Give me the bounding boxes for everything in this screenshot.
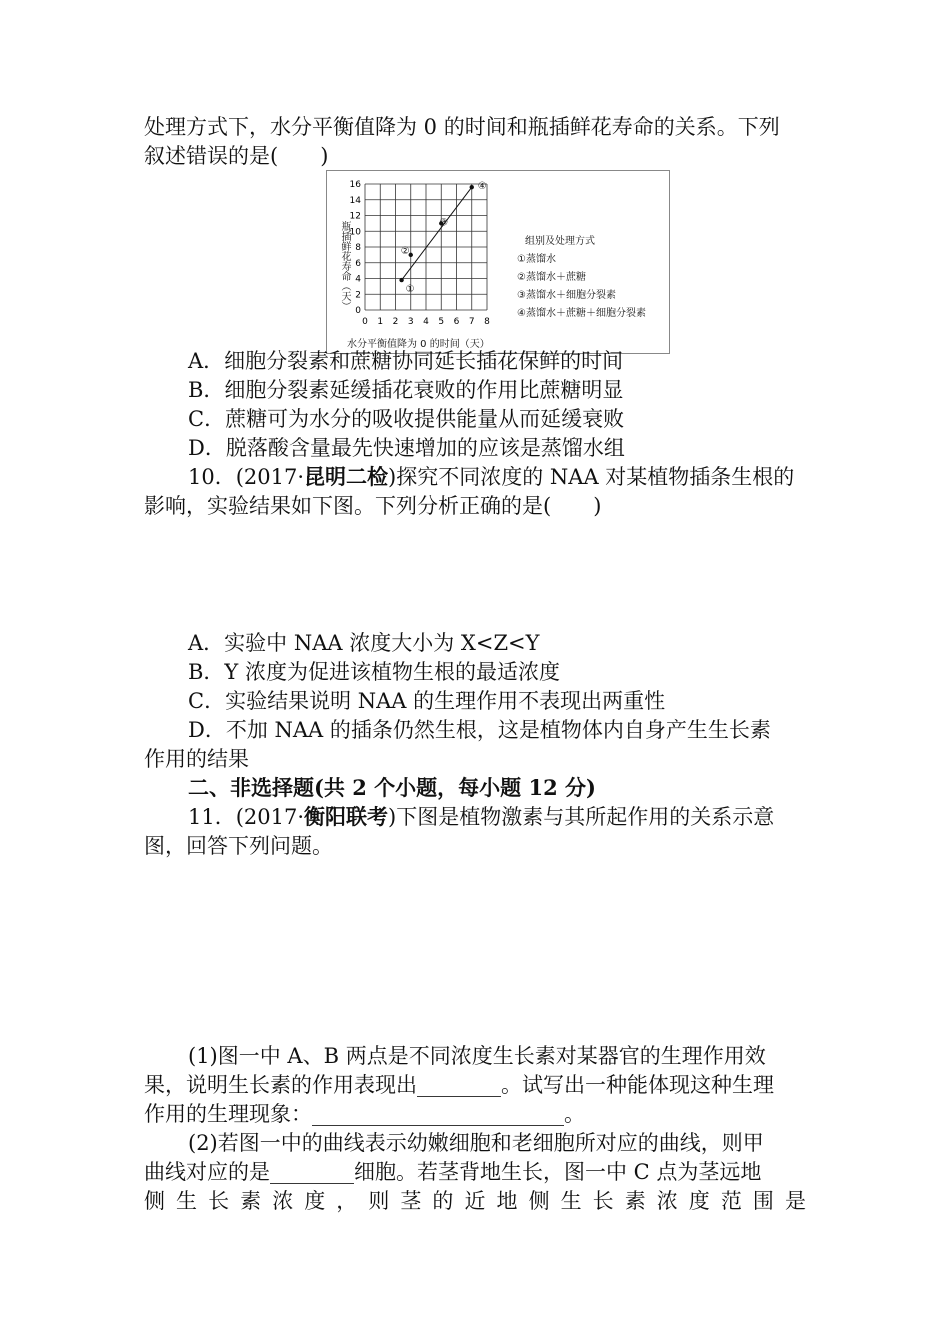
x-tick-label: 8	[484, 317, 490, 327]
scatter-chart	[326, 170, 670, 354]
text-line: 处理方式下，水分平衡值降为 0 的时间和瓶插鲜花寿命的关系。下列	[144, 115, 780, 139]
question-number: 11．(2017·	[188, 805, 305, 829]
x-tick-label: 1	[377, 317, 384, 327]
trend-line	[402, 187, 472, 280]
justified-char: 的	[432, 1189, 454, 1213]
justified-char: 侧	[144, 1189, 165, 1213]
option-b: B．Y 浓度为促进该植物生根的最适浓度	[188, 660, 560, 684]
question-9-stem: 叙述错误的是( )	[144, 144, 329, 168]
x-tick-label: 7	[468, 317, 475, 327]
y-tick-label: 4	[355, 274, 361, 285]
x-tick-label: 5	[438, 317, 445, 327]
chart-canvas	[327, 171, 669, 353]
question-10-stem-line2: 影响，实验结果如下图。下列分析正确的是( )	[144, 494, 602, 518]
justified-char: 素	[624, 1189, 646, 1213]
legend-item: ③蒸馏水＋细胞分裂素	[517, 290, 616, 301]
question-source: 昆明二检	[304, 464, 389, 489]
legend-item: ④蒸馏水＋蔗糖＋细胞分裂素	[517, 308, 646, 319]
y-tick-label: 12	[349, 211, 361, 222]
legend-item: ②蒸馏水＋蔗糖	[517, 272, 586, 283]
justified-char: 浓	[656, 1189, 678, 1213]
justified-char: 则	[368, 1189, 390, 1213]
justified-char: 长	[592, 1189, 614, 1213]
question-11-stem	[188, 804, 774, 830]
y-tick-label: 0	[355, 306, 361, 316]
option-d: D．脱落酸含量最先快速增加的应该是蒸馏水组	[188, 436, 625, 460]
part-1-text: 作用的生理现象：________________________。	[144, 1102, 585, 1126]
part-2-text: (2)若图一中的曲线表示幼嫩细胞和老细胞所对应的曲线，则甲	[188, 1131, 764, 1155]
legend-title: 组别及处理方式	[525, 236, 595, 247]
part-2-text-justified	[144, 1188, 806, 1214]
justified-char: ，	[336, 1189, 358, 1213]
option-c: C．蔗糖可为水分的吸收提供能量从而延缓衰败	[188, 407, 625, 431]
x-axis-label: 水分平衡值降为 0 的时间（天）	[347, 339, 490, 350]
part-1-text: 果，说明生长素的作用表现出________。试写出一种能体现这种生理	[144, 1073, 774, 1097]
option-c: C．实验结果说明 NAA 的生理作用不表现出两重性	[188, 689, 666, 713]
justified-char: 地	[496, 1189, 518, 1213]
justified-char: 侧	[528, 1189, 550, 1213]
option-a: A．细胞分裂素和蔗糖协同延长插花保鲜的时间	[188, 349, 624, 373]
justified-char: 茎	[400, 1189, 422, 1213]
justified-char: 近	[464, 1189, 486, 1213]
x-tick-label: 2	[392, 317, 399, 327]
y-tick-label: 14	[349, 195, 361, 206]
y-tick-label: 6	[355, 258, 361, 269]
point-label: ②	[400, 245, 410, 257]
justified-char: 围	[752, 1189, 774, 1213]
option-d-line2: 作用的结果	[144, 747, 249, 771]
y-tick-label: 8	[355, 243, 361, 253]
justified-char: 是	[784, 1189, 806, 1213]
y-tick-label: 2	[355, 290, 361, 301]
justified-char: 长	[208, 1189, 230, 1213]
justified-char: 生	[176, 1189, 198, 1213]
question-source: 衡阳联考	[304, 804, 389, 829]
justified-char: 范	[720, 1189, 742, 1213]
data-point	[470, 185, 474, 189]
option-b: B．细胞分裂素延缓插花衰败的作用比蔗糖明显	[188, 378, 624, 402]
question-text: )下图是植物激素与其所起作用的关系示意	[388, 805, 775, 829]
y-tick-label: 10	[349, 227, 361, 238]
point-label: ①	[405, 284, 415, 296]
legend-item: ①蒸馏水	[517, 254, 556, 265]
justified-char: 度	[304, 1189, 326, 1213]
x-tick-label: 4	[423, 317, 429, 327]
question-10-stem	[188, 464, 794, 490]
option-d: D．不加 NAA 的插条仍然生根，这是植物体内自身产生生长素	[188, 718, 771, 742]
x-tick-label: 0	[362, 317, 368, 327]
justified-char: 素	[240, 1189, 262, 1213]
justified-char: 浓	[272, 1189, 294, 1213]
section-heading: 二、非选择题(共 2 个小题，每小题 12 分)	[188, 775, 596, 800]
part-2-text: 曲线对应的是________细胞。若茎背地生长，图一中 C 点为茎远地	[144, 1160, 762, 1184]
point-label: ④	[477, 181, 487, 193]
part-1-text: (1)图一中 A、B 两点是不同浓度生长素对某器官的生理作用效	[188, 1044, 766, 1068]
data-point	[399, 278, 403, 282]
x-tick-label: 6	[453, 317, 460, 327]
y-axis-label: 瓶插鲜花寿命（天）	[339, 221, 350, 311]
justified-char: 度	[688, 1189, 710, 1213]
question-text: )探究不同浓度的 NAA 对某植物插条生根的	[388, 465, 795, 489]
justified-char: 生	[560, 1189, 582, 1213]
question-number: 10．(2017·	[188, 465, 305, 489]
point-label: ③	[439, 217, 449, 229]
question-11-stem-line2: 图，回答下列问题。	[144, 834, 333, 858]
x-tick-label: 3	[407, 317, 414, 327]
option-a: A．实验中 NAA 浓度大小为 X<Z<Y	[188, 631, 540, 655]
y-tick-label: 16	[349, 180, 361, 190]
